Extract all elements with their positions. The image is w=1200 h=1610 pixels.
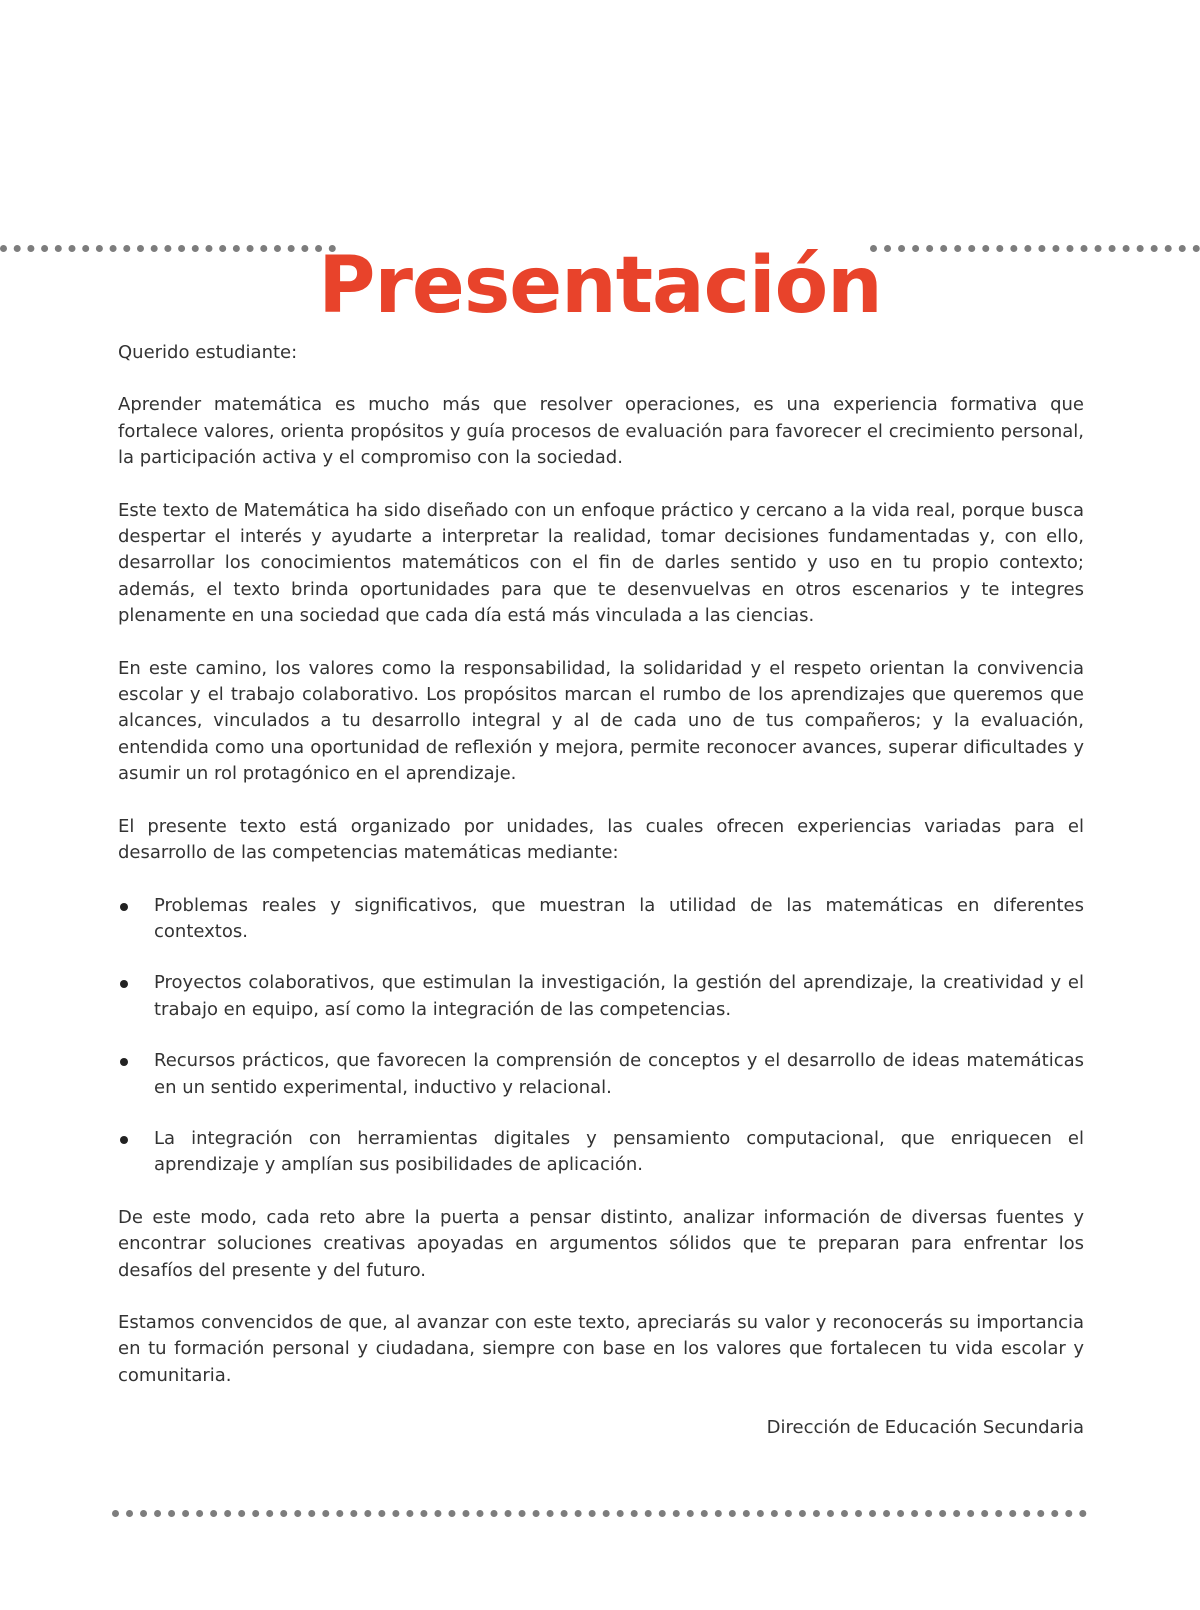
competencies-list	[118, 893, 1084, 1179]
bullet-icon	[120, 1136, 128, 1144]
paragraph: Aprender matemática es mucho más que resolver operaciones, es una experiencia formativa que fortalece valores, orienta propósitos y guía procesos de evaluación para favorecer el crecimiento personal, la participación activa y el compromiso con la sociedad.	[118, 394, 1084, 469]
paragraph: Este texto de Matemática ha sido diseñado con un enfoque práctico y cercano a la vida real, porque busca despertar el interés y ayudarte a interpretar la realidad, tomar decisiones fundamentadas y, con ello, desarrollar los conocimientos matemáticos con el fin de darles sentido y uso en tu propio contexto; además, el texto brinda oportunidades para que te desenvuelvas en otros escenarios y te integres plenamente en una sociedad que cada día está más vinculada a las ciencias.	[118, 499, 1084, 627]
list-item-text: Proyectos colaborativos, que estimulan la investigación, la gestión del aprendizaje, la creatividad y el trabajo en equipo, así como la integración de las competencias.	[154, 972, 1084, 1020]
list-item-text: Recursos prácticos, que favorecen la comprensión de conceptos y el desarrollo de ideas matemáticas en un sentido experimental, inductivo y relacional.	[154, 1050, 1084, 1098]
paragraph: De este modo, cada reto abre la puerta a pensar distinto, analizar información de diversas fuentes y encontrar soluciones creativas apoyadas en argumentos sólidos que te preparan para enfrentar los desafíos del presente y del futuro.	[118, 1206, 1084, 1281]
list-item-text: Problemas reales y significativos, que muestran la utilidad de las matemáticas en diferentes contextos.	[154, 894, 1084, 942]
paragraph: En este camino, los valores como la responsabilidad, la solidaridad y el respeto orientan la convivencia escolar y el trabajo colaborativo. Los propósitos marcan el rumbo de los aprendizajes que queremos que alcances, vinculados a tu desarrollo integral y al de cada uno de tus compañeros; y la evaluación, entendida como una oportunidad de reflexión y mejora, permite reconocer avances, superar dificultades y asumir un rol protagónico en el aprendizaje.	[118, 657, 1084, 785]
list-item-text: La integración con herramientas digitales y pensamiento computacional, que enriquecen el aprendizaje y amplían sus posibilidades de aplicación.	[154, 1127, 1084, 1176]
page-title: Presentación	[318, 241, 882, 332]
signature: Dirección de Educación Secundaria	[766, 1417, 1084, 1439]
presentation-body	[118, 340, 1084, 1468]
title-dotted-rule-right	[870, 245, 1200, 252]
paragraph: El presente texto está organizado por unidades, las cuales ofrecen experiencias variadas para el desarrollo de las competencias matemáticas mediante:	[118, 815, 1084, 864]
bullet-icon	[120, 1058, 128, 1066]
bullet-icon	[120, 903, 128, 911]
list-item	[118, 893, 1084, 946]
greeting: Querido estudiante:	[118, 342, 298, 363]
list-item	[118, 970, 1084, 1023]
bullet-icon	[120, 980, 128, 988]
list-item	[118, 1126, 1084, 1179]
bottom-dotted-rule	[112, 1510, 1087, 1517]
paragraph: Estamos convencidos de que, al avanzar con este texto, apreciarás su valor y reconocerás su importancia en tu formación personal y ciudadana, siempre con base en los valores que fortalecen tu vida escolar y comunitaria.	[118, 1311, 1084, 1386]
list-item	[118, 1048, 1084, 1101]
